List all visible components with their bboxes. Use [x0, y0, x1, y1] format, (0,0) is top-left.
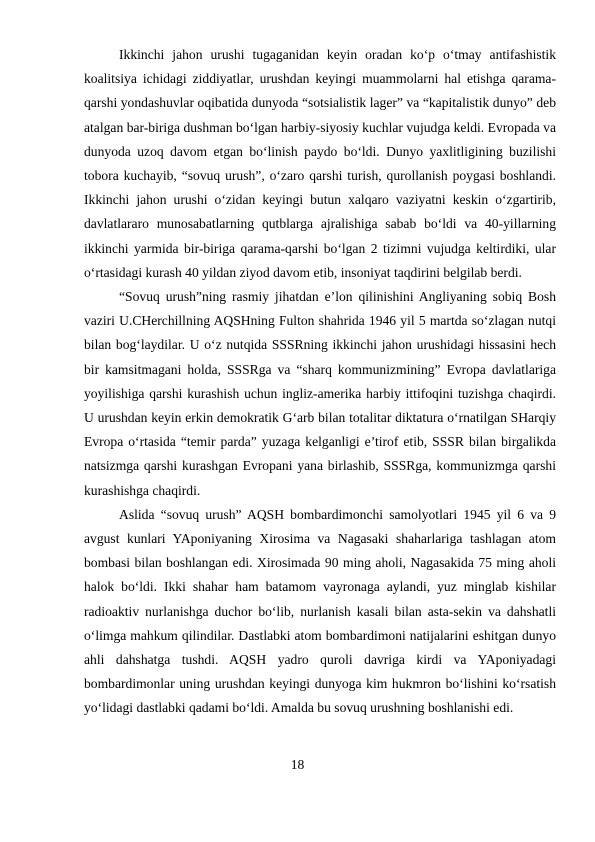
document-page — [84, 43, 556, 721]
paragraph-3: Aslida “sovuq urush” AQSH bombardimonchi samolyotlari 1945 yil 6 va 9 avgust kunlari YAponiyaning Xirosima va Nagasaki shaharlariga tashlagan atom bombasi bilan boshlangan edi. Xirosimada 90 ming aholi, Nagasakida 75 ming aholi halok bo‘ldi. Ikki shahar ham batamom vayronaga aylandi, yuz minglab kishilar radioaktiv nurlanishga duchor bo‘lib, nurlanish kasali bilan asta-sekin va dahshatli o‘limga mahkum qilindilar. Dastlabki atom bombardimoni natijalarini eshitgan dunyo ahli dahshatga tushdi. AQSH yadro quroli davriga kirdi va YAponiyadagi bombardimonlar uning urushdan keyingi dunyoga kim hukmron bo‘lishini ko‘rsatish yo‘lidagi dastlabki qadami bo‘ldi. Amalda bu sovuq urushning boshlanishi edi. — [84, 506, 556, 716]
paragraph-2: “Sovuq urush”ning rasmiy jihatdan e’lon qilinishini Angliyaning sobiq Bosh vaziri U.CHerchillning AQSHning Fulton shahrida 1946 yil 5 martda so‘zlagan nutqi bilan bog‘laydilar. U o‘z nutqida SSSRning ikkinchi jahon urushidagi hissasini hech bir kamsitmagani holda, SSSRga va “sharq kommunizmining” Evropa davlatlariga yoyilishiga qarshi kurashish uchun ingliz-amerika harbiy ittifoqini tuzishga chaqirdi. U urushdan keyin erkin demokratik G‘arb bilan totalitar diktatura o‘rnatilgan SHarqiy Evropa o‘rtasida “temir parda” yuzaga kelganligi e’tirof etib, SSSR bilan birgalikda natsizmga qarshi kurashgan Evropani yana birlashib, SSSRga, kommunizmga qarshi kurashishga chaqirdi. — [84, 289, 556, 498]
page-number: 18 — [290, 757, 305, 772]
paragraph-1: Ikkinchi jahon urushi tugaganidan keyin oradan ko‘p o‘tmay antifashistik koalitsiya ichidagi ziddiyatlar, urushdan keyingi muammolarni hal etishga qarama-qarshi yondashuvlar oqibatida dunyoda “sotsialistik lager” va “kapitalistik dunyo” deb atalgan bar-biriga dushman bo‘lgan harbiy-siyosiy kuchlar vujudga keldi. Evropada va dunyoda uzoq davom etgan bo‘linish paydo bo‘ldi. Dunyo yaxlitligining buzilishi tobora kuchayib, “sovuq urush”, o‘zaro qarshi turish, qurollanish poygasi boshlandi. Ikkinchi jahon urushi o‘zidan keyingi butun xalqaro vaziyatni keskin o‘zgartirib, davlatlararo munosabatlarning qutblarga ajralishiga sabab bo‘ldi va 40-yillarning ikkinchi yarmida bir-biriga qarama-qarshi bo‘lgan 2 tizimni vujudga keltirdiki, ular o‘rtasidagi kurash 40 yildan ziyod davom etib, insoniyat taqdirini belgilab berdi. — [84, 47, 556, 280]
